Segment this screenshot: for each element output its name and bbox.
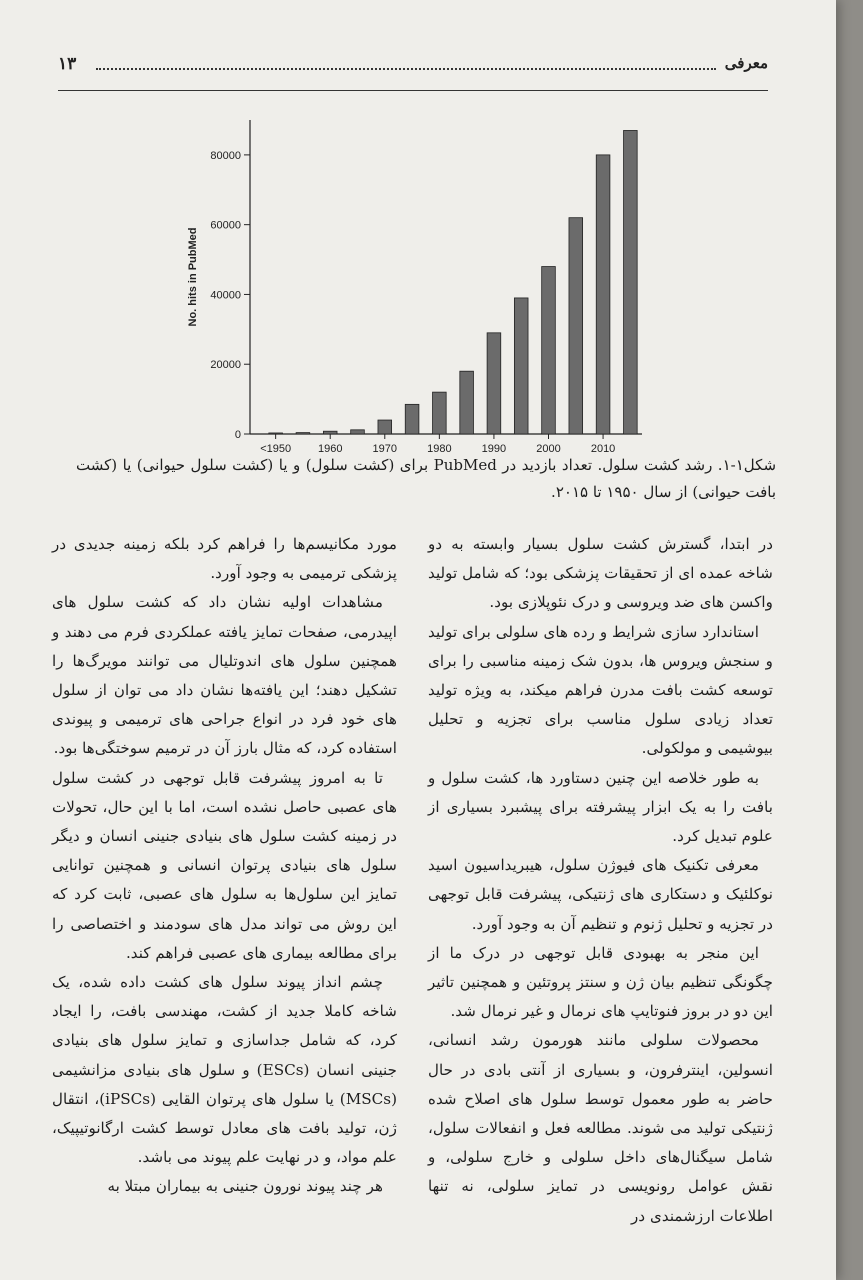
- left-column-paragraph: تا به امروز پیشرفت قابل توجهی در کشت سلول های عصبی حاصل نشده است، اما با این حال، تحولات در زمینه کشت سلول های بنیادی جنینی انسان و دیگر سلول های بنیادی پرتوان انسانی و همچنین توانایی تمایز این سلول‌ها به سلول های عصبی، ثابت کرد که این روش می تواند مدل های سودمند و اختصاصی را برای مطالعه بیماری های عصبی فراهم کند.: [52, 768, 397, 962]
- figure-caption: شکل۱-۱. رشد کشت سلول. تعداد بازدید در PubMed برای (کشت سلول) و یا (کشت سلول حیوانی) یا (کشت بافت حیوانی) از سال ۱۹۵۰ تا ۲۰۱۵.: [76, 456, 777, 501]
- right-column-paragraph: به طور خلاصه این چنین دستاورد ها، کشت سلول و بافت را به یک ابزار پیشرفته برای پیشبرد بسیاری از علوم تبدیل کرد.: [428, 768, 773, 846]
- y-tick-label: 60000: [210, 219, 241, 232]
- text-column-left: [52, 530, 397, 1202]
- right-column-paragraph: در ابتدا، گسترش کشت سلول بسیار وابسته به دو شاخه عمده ای از تحقیقات پزشکی بود؛ که شامل تولید واکسن های ضد ویروسی و درک نئوپلازی بود.: [428, 535, 773, 612]
- bar-1960: [323, 431, 337, 434]
- bar-1985: [460, 371, 474, 434]
- bar-1980: [433, 392, 447, 434]
- pubmed-bar-chart: [150, 110, 670, 460]
- page-header: [58, 54, 768, 88]
- y-tick-label: 80000: [210, 149, 241, 162]
- bar-2010: [596, 155, 610, 434]
- left-column-paragraph: مورد مکانیسم‌ها را فراهم کرد بلکه زمینه جدیدی در پزشکی ترمیمی به وجود آورد.: [52, 535, 397, 583]
- left-column-paragraph: مشاهدات اولیه نشان داد که کشت سلول های اپیدرمی، صفحات تمایز یافته عملکردی فرم می دهند و همچنین سلول های اندوتلیال می توانند مویرگ‌ها را تشکیل دهند؛ این یافته‌ها نشان داد می توان از سلول های خود فرد در انواع جراحی های ترمیمی و پیوندی استفاده کرد، که مثال بارز آن در ترمیم سوختگی‌ها بود.: [52, 593, 397, 758]
- right-column-paragraph: استاندارد سازی شرایط و رده های سلولی برای تولید و سنجش ویروس ها، بدون شک زمینه مناسبی را برای توسعه کشت بافت مدرن فراهم میکند، به ویژه تولید تعداد زیادی سلول مناسب برای تجزیه و تحلیل بیوشیمی و مولکولی.: [428, 622, 773, 758]
- x-tick-label: 2000: [536, 443, 561, 455]
- bar-2005: [569, 218, 583, 434]
- y-tick-label: 20000: [210, 359, 241, 372]
- y-tick-label: 0: [234, 429, 241, 441]
- x-tick-label: 1990: [481, 443, 507, 455]
- y-axis-title: No. hits in PubMed: [187, 227, 199, 327]
- x-tick-label: <1950: [260, 443, 292, 455]
- bar-1995: [514, 298, 528, 434]
- x-tick-label: 2010: [590, 443, 616, 455]
- x-tick-label: 1960: [317, 443, 343, 455]
- bar-1955: [296, 433, 310, 434]
- left-column-paragraph: چشم انداز پیوند سلول های کشت داده شده، یک شاخه کاملا جدید از کشت، مهندسی بافت، را ایجاد کرد، که شامل جداسازی و تمایز سلول های بنیادی جنینی انسان (ESCs) و سلول های بنیادی مزانشیمی (MSCs) یا سلول های پرتوان القایی (iPSCs)، انتقال ژن، تولید بافت های معادل توسط کشت ارگانوتیپیک، علم مواد، و در نهایت علم پیوند می باشد.: [52, 973, 398, 1167]
- bar-1965: [351, 430, 365, 434]
- x-tick-label: 1970: [372, 443, 398, 455]
- bar-2015: [624, 130, 638, 434]
- figure-chart: [150, 110, 670, 460]
- y-tick-label: 40000: [210, 289, 241, 302]
- bar-1950: [269, 433, 283, 434]
- right-column-paragraph: این منجر به بهبودی قابل توجهی در درک ما از چگونگی تنظیم بیان ژن و سنتز پروتئین و همچنین تاثیر این دو در بروز فنوتایپ های نرمال و غیر نرمال شد.: [428, 943, 773, 1021]
- bar-1975: [405, 404, 419, 434]
- bar-2000: [542, 267, 556, 434]
- text-column-right: [428, 530, 773, 1231]
- header-dotted-leader: [96, 68, 716, 70]
- chapter-title: معرفی: [724, 54, 768, 72]
- bar-1970: [378, 420, 392, 434]
- left-column-paragraph: هر چند پیوند نورون جنینی به بیماران مبتلا به: [107, 1177, 383, 1196]
- right-column-paragraph: معرفی تکنیک های فیوژن سلول، هیبریداسیون اسید نوکلئیک و دستکاری های ژنتیکی، پیشرفت قابل توجهی در تجزیه و تحلیل ژنوم و تنظیم آن به وجود آورد.: [428, 856, 773, 933]
- header-rule: [58, 90, 768, 91]
- x-tick-label: 1980: [427, 443, 452, 455]
- right-column-paragraph: محصولات سلولی مانند هورمون رشد انسانی، انسولین، اینترفرون، و بسیاری از آنتی بادی در حال حاضر به طور معمول توسط سلول های اصلاح شده ژنتیکی تولید می شوند. مطالعه فعل و انفعالات سلول، شامل سیگنال‌های داخل سلولی و خارج سلولی، و نقش عوامل رونویسی در تمایز سلولی، نه تنها اطلاعات ارزشمندی در: [428, 1031, 773, 1225]
- bar-1990: [487, 333, 501, 434]
- page-number: ۱۳: [58, 54, 77, 74]
